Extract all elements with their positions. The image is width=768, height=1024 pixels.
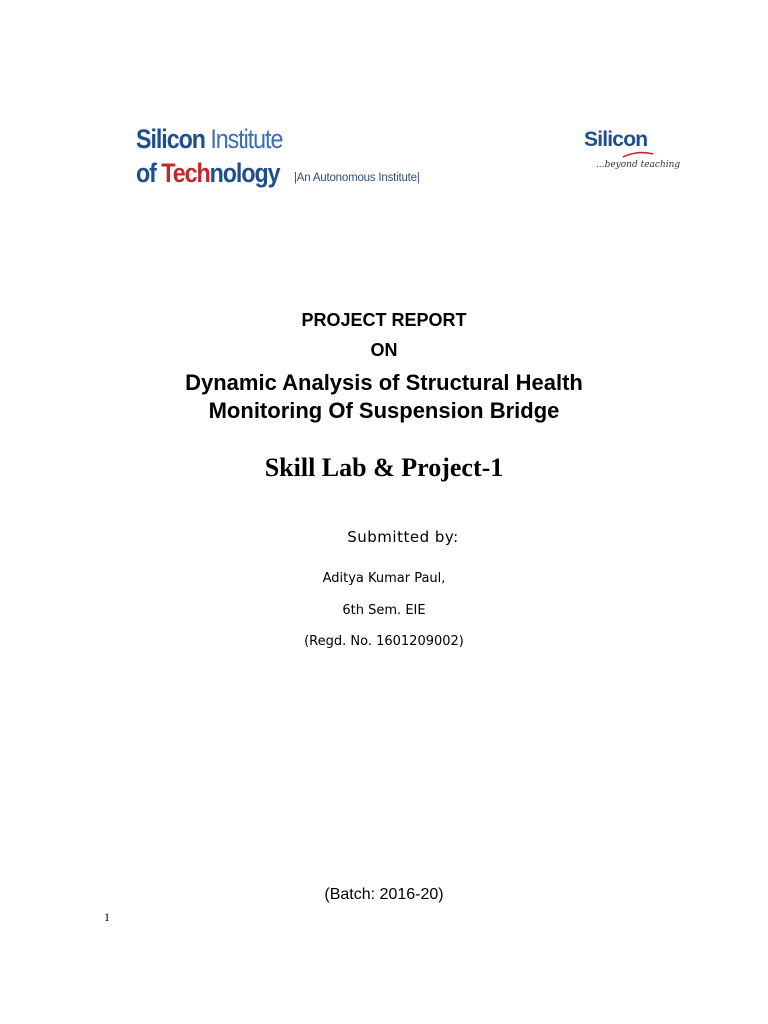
- logo-line-1: [136, 126, 282, 153]
- logo-text-tech: Tech: [161, 158, 210, 188]
- logo-text-of: of: [136, 158, 162, 188]
- on-label: ON: [370, 340, 398, 360]
- logo-text-nology: nology: [209, 158, 280, 188]
- project-title-line-1: Dynamic Analysis of Structural Health: [185, 370, 583, 395]
- logo-text-institute: Institute: [204, 124, 283, 154]
- report-label: PROJECT REPORT: [301, 310, 467, 330]
- batch-label: (Batch: 2016-20): [324, 886, 444, 903]
- logo-tagline: |An Autonomous Institute|: [294, 172, 420, 184]
- course-name: Skill Lab & Project-1: [264, 453, 504, 482]
- silicon-brand-logo: [582, 128, 681, 178]
- project-title-line-2: Monitoring Of Suspension Bridge: [208, 398, 560, 423]
- logo-line-2: [136, 160, 280, 187]
- institute-logo: [136, 124, 446, 194]
- logo-text-silicon: Silicon: [136, 124, 205, 154]
- student-name: Aditya Kumar Paul,: [322, 571, 446, 586]
- registration-number: (Regd. No. 1601209002): [304, 634, 464, 649]
- brand-tagline: ...beyond teaching: [596, 160, 681, 170]
- swoosh-icon: [622, 150, 654, 160]
- submitted-by-label: Submitted by:: [347, 528, 459, 546]
- student-semester: 6th Sem. EIE: [342, 603, 426, 618]
- brand-wordmark: Silicon: [584, 128, 648, 151]
- page-number: 1: [104, 910, 110, 924]
